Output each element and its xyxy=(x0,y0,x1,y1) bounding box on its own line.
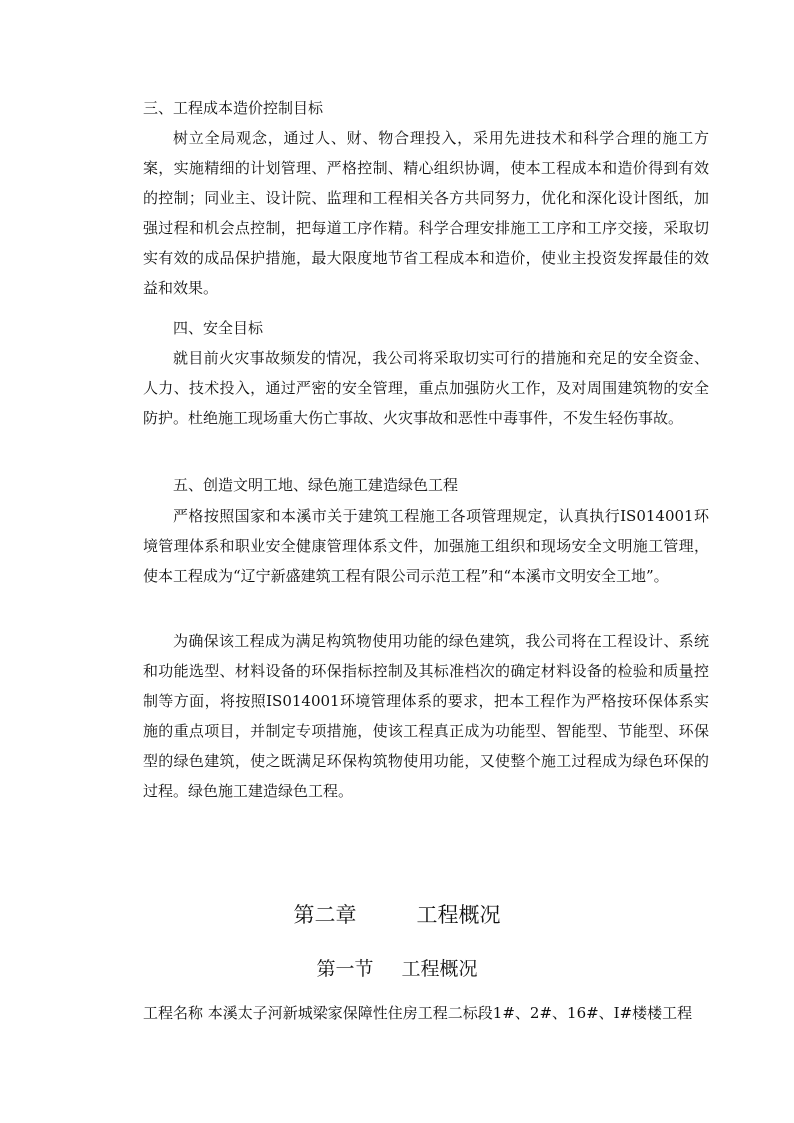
project-name-value: 本溪太子河新城梁家保障性住房工程二标段1#、2#、16#、I#楼楼工程 xyxy=(207,1004,693,1022)
paragraph-civilized-site-1: 严格按照国家和本溪市关于建筑工程施工各项管理规定，认真执行IS014001环境管理体系和职业安全健康管理体系文件，加强施工组织和现场安全文明施工管理，使本工程成为“辽宁新盛建筑工程有限公司示范工程”和“本溪市文明安全工地”。 xyxy=(143,507,709,585)
chapter-title xyxy=(0,900,794,930)
heading-safety-target: 四、安全目标 xyxy=(173,319,264,337)
heading-cost-target: 三、工程成本造价控制目标 xyxy=(143,99,324,117)
project-name-line xyxy=(143,998,723,1028)
section-number: 第一节 xyxy=(316,958,374,980)
paragraph-civilized-site-2: 为确保该工程成为满足构筑物使用功能的绿色建筑，我公司将在工程设计、系统和功能选型、材料设备的环保指标控制及其标准档次的确定材料设备的检验和质量控制等方面，将按照IS014001环境管理体系的要求，把本工程作为严格按环保体系实施的重点项目，并制定专项措施，使该工程真正成为功能型、智能型、节能型、环保型的绿色建筑，使之既满足环保构筑物使用功能，又使整个施工过程成为绿色环保的过程。绿色施工建造绿色工程。 xyxy=(143,632,709,800)
chapter-number: 第二章 xyxy=(293,903,357,927)
section-title xyxy=(0,954,794,984)
heading-civilized-site: 五、创造文明工地、绿色施工建造绿色工程 xyxy=(173,476,459,494)
chapter-name: 工程概况 xyxy=(416,903,501,927)
section-name: 工程概况 xyxy=(401,958,478,980)
paragraph-cost-target: 树立全局观念，通过人、财、物合理投入，采用先进技术和科学合理的施工方案，实施精细的计划管理、严格控制、精心组织协调，使本工程成本和造价得到有效的控制；同业主、设计院、监理和工程相关各方共同努力，优化和深化设计图纸，加强过程和机会点控制，把每道工序作精。科学合理安排施工工序和工序交接，采取切实有效的成品保护措施，最大限度地节省工程成本和造价，使业主投资发挥最佳的效益和效果。 xyxy=(143,129,709,297)
project-name-label: 工程名称 xyxy=(143,1004,204,1022)
paragraph-safety-target: 就目前火灾事故频发的情况，我公司将采取切实可行的措施和充足的安全资金、人力、技术投入，通过严密的安全管理，重点加强防火工作，及对周围建筑物的安全防护。杜绝施工现场重大伤亡事故、火灾事故和恶性中毒事件，不发生轻伤事故。 xyxy=(143,349,709,427)
